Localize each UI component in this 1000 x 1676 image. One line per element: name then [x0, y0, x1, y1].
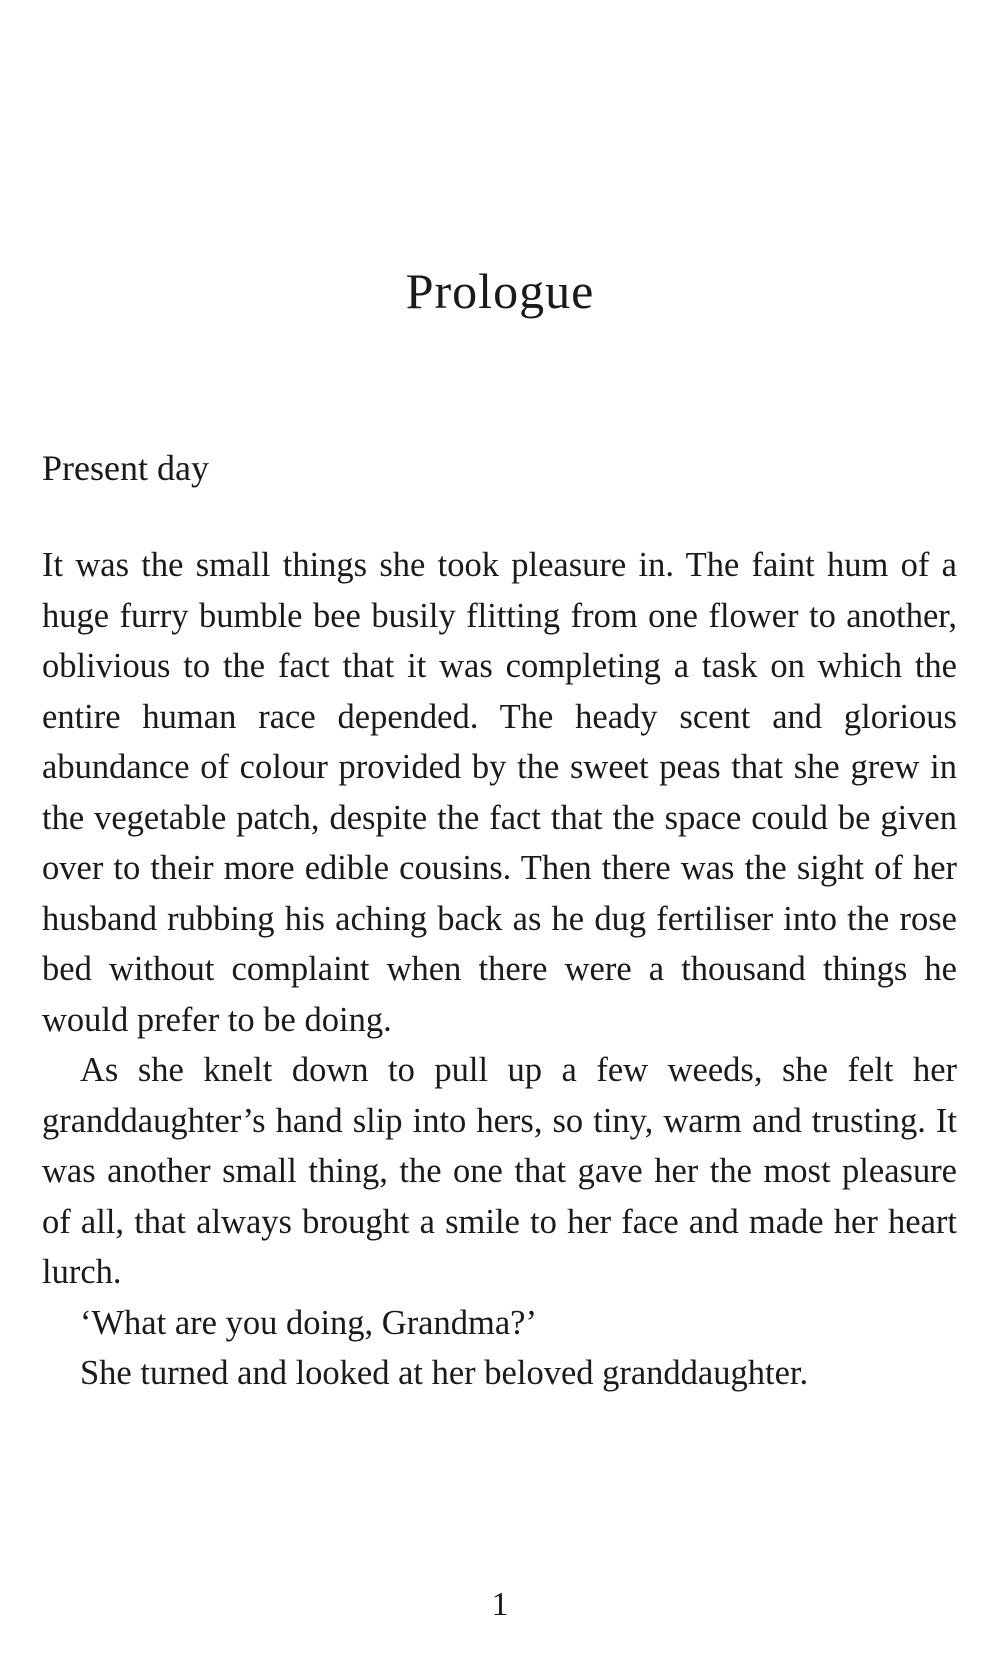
- chapter-title: Prologue: [405, 263, 595, 319]
- section-label: Present day: [42, 448, 209, 488]
- paragraph: ‘What are you doing, Grandma?’: [80, 1303, 537, 1342]
- paragraph: She turned and looked at her beloved granddaughter.: [80, 1354, 809, 1392]
- body-text: [42, 540, 957, 1399]
- paragraph: It was the small things she took pleasure in. The faint hum of a huge furry bumble bee busily flitting from one flower to another, oblivious to the fact that it was completing a task on which the entire human race depended. The heady scent and glorious abundance of colour provided by the sweet peas that she grew in the vegetable patch, despite the fact that the space could be given over to their more edible cousins. Then there was the sight of her husband rubbing his aching back as he dug fertiliser into the rose bed without complaint when there were a thousand things he would prefer to be doing.: [42, 546, 957, 1039]
- paragraph: As she knelt down to pull up a few weeds, she felt her granddaughter’s hand slip into hers, so tiny, warm and trusting. It was another small thing, the one that gave her the most pleasure of all, that always brought a smile to her face and made her heart lurch.: [42, 1051, 957, 1291]
- page-number: 1: [491, 1586, 509, 1623]
